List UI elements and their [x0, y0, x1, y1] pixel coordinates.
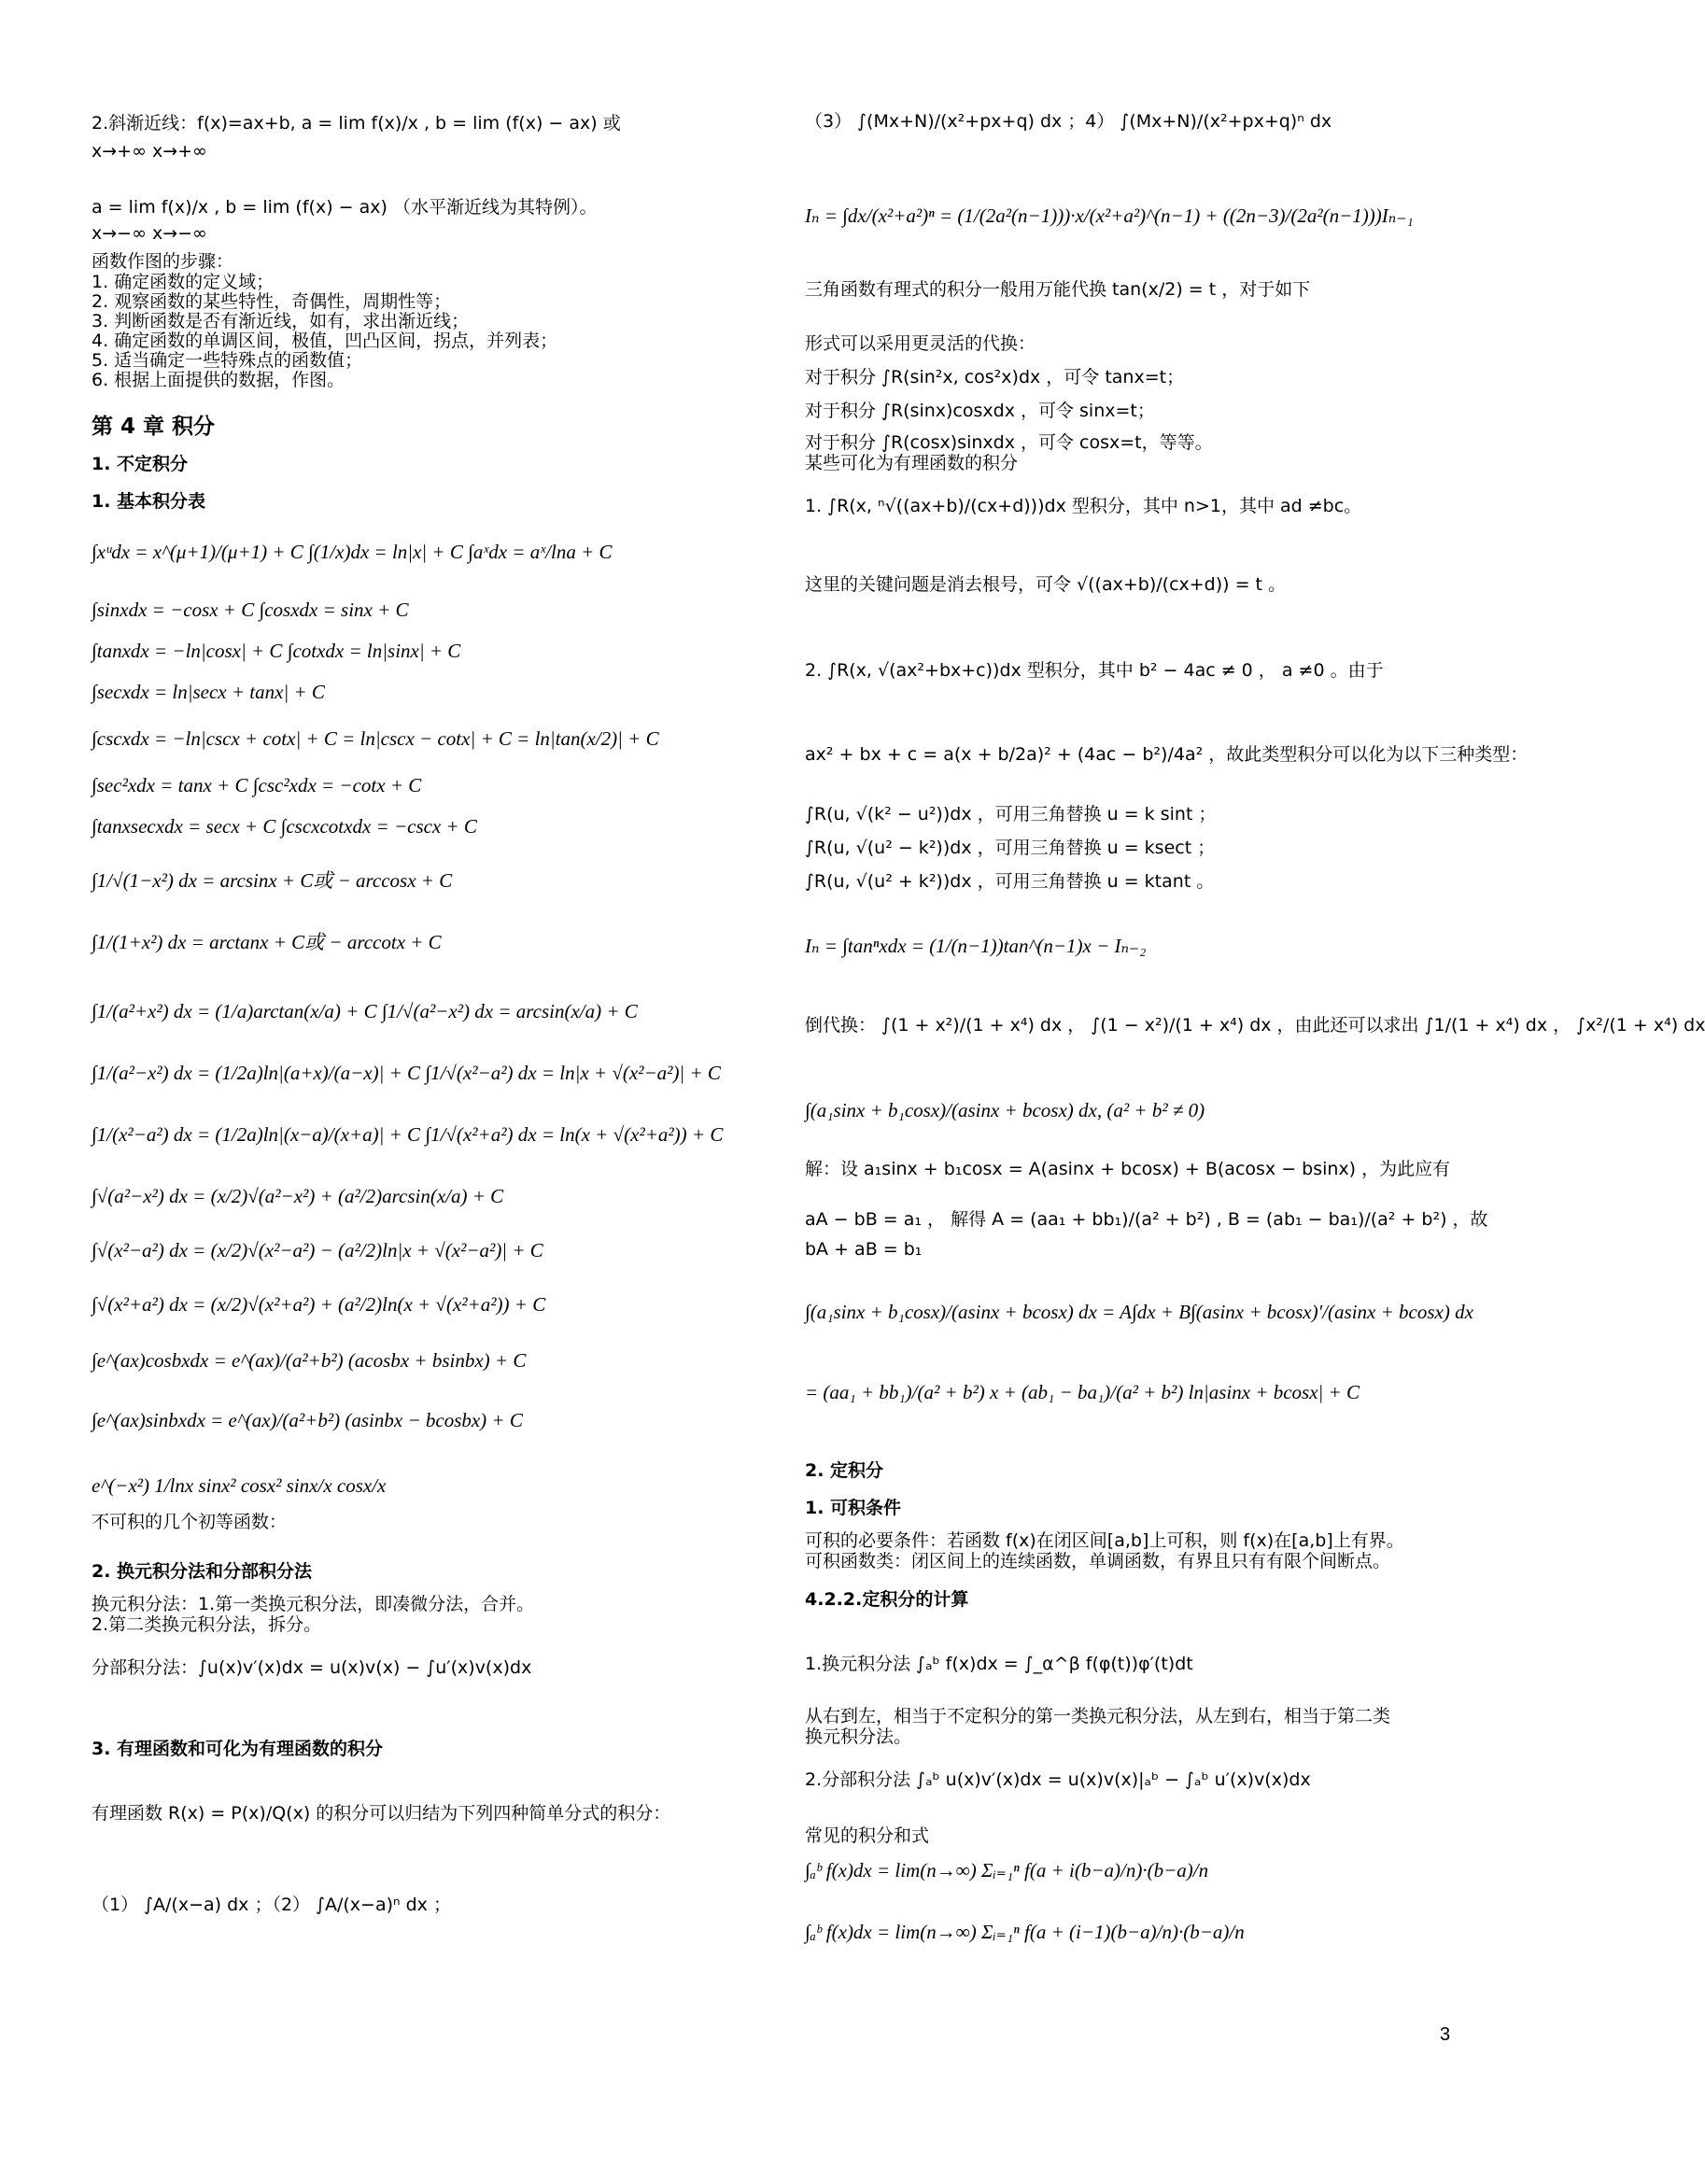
- formula-line: ∫1/(1+x²) dx = arctanx + C或 − arccotx + C: [92, 931, 442, 953]
- text-line: 对于积分 ∫R(cosx)sinxdx ，可令 cosx=t，等等。: [805, 432, 1213, 453]
- section-heading: 4.2.2.定积分的计算: [805, 1589, 969, 1610]
- formula-line: ∫e^(ax)sinbxdx = e^(ax)/(a²+b²) (asinbx − bcosbx) + C: [92, 1409, 523, 1431]
- text-line: bA + aB = b₁: [805, 1239, 923, 1260]
- section-heading: 1. 可积条件: [805, 1498, 902, 1518]
- text-line: ∫R(u, √(k² − u²))dx ，可用三角替换 u = k sint ；: [805, 804, 1217, 824]
- formula-line: Iₙ = ∫tanⁿxdx = (1/(n−1))tan^(n−1)x − Iₙ₋₂: [805, 935, 1147, 957]
- formula-line: ∫tanxsecxdx = secx + C ∫cscxcotxdx = −cscx + C: [92, 815, 477, 838]
- text-line: 三角函数有理式的积分一般用万能代换 tan(x/2) = t ，对于如下: [805, 279, 1311, 300]
- text-line: x→−∞ x→−∞: [92, 223, 207, 244]
- text-line: 这里的关键问题是消去根号，可令 √((ax+b)/(cx+d)) = t 。: [805, 574, 1287, 595]
- text-line: 倒代换： ∫(1 + x²)/(1 + x⁴) dx ， ∫(1 − x²)/(1 + x⁴) dx ，由此还可以求出 ∫1/(1 + x⁴) dx ， ∫x²/(1 + x⁴) dx: [805, 1015, 1705, 1036]
- formula-line: ∫sinxdx = −cosx + C ∫cosxdx = sinx + C: [92, 599, 409, 621]
- text-line: 4. 确定函数的单调区间，极值，凹凸区间，拐点，并列表；: [92, 331, 558, 351]
- chapter-heading: 第 4 章 积分: [92, 415, 216, 439]
- text-line: 1.换元积分法 ∫ₐᵇ f(x)dx = ∫_α^β f(φ(t))φ′(t)dt: [805, 1654, 1193, 1674]
- formula-line: ∫ₐᵇ f(x)dx = lim(n→∞) Σᵢ₌₁ⁿ f(a + i(b−a)/n)·(b−a)/n: [805, 1859, 1209, 1881]
- text-line: 换元积分法。: [805, 1726, 912, 1747]
- text-line: 解：设 a₁sinx + b₁cosx = A(asinx + bcosx) + B(acosx − bsinx) ，为此应有: [805, 1159, 1451, 1179]
- text-line: 形式可以采用更灵活的代换：: [805, 333, 1036, 354]
- formula-line: Iₙ = ∫dx/(x²+a²)ⁿ = (1/(2a²(n−1)))·x/(x²+a²)^(n−1) + ((2n−3)/(2a²(n−1)))Iₙ₋₁: [805, 204, 1414, 227]
- text-line: 对于积分 ∫R(sinx)cosxdx ，可令 sinx=t；: [805, 401, 1155, 421]
- formula-line: ∫sec²xdx = tanx + C ∫csc²xdx = −cotx + C: [92, 774, 422, 796]
- text-line: 2. 观察函数的某些特性，奇偶性，周期性等；: [92, 291, 452, 312]
- formula-line: ∫(a₁sinx + b₁cosx)/(asinx + bcosx) dx = A∫dx + B∫(asinx + bcosx)′/(asinx + bcosx) dx: [805, 1301, 1473, 1323]
- text-line: 2.第二类换元积分法，拆分。: [92, 1614, 322, 1635]
- right-column: [805, 0, 1705, 2184]
- formula-line: ∫1/(x²−a²) dx = (1/2a)ln|(x−a)/(x+a)| + C ∫1/√(x²+a²) dx = ln(x + √(x²+a²)) + C: [92, 1123, 724, 1146]
- formula-line: ∫cscxdx = −ln|cscx + cotx| + C = ln|cscx − cotx| + C = ln|tan(x/2)| + C: [92, 727, 659, 750]
- text-line: ∫R(u, √(u² − k²))dx ，可用三角替换 u = ksect ；: [805, 838, 1216, 858]
- formula-line: ∫(a₁sinx + b₁cosx)/(asinx + bcosx) dx, (a² + b² ≠ 0): [805, 1099, 1205, 1121]
- section-heading: 1. 不定积分: [92, 454, 189, 474]
- formula-line: ∫xᵘdx = x^(μ+1)/(μ+1) + C ∫(1/x)dx = ln|x| + C ∫aˣdx = aˣ/lna + C: [92, 541, 613, 563]
- formula-line: ∫1/√(1−x²) dx = arcsinx + C或 − arccosx + C: [92, 869, 453, 892]
- text-line: 2. ∫R(x, √(ax²+bx+c))dx 型积分，其中 b² − 4ac ≠ 0 ， a ≠0 。由于: [805, 660, 1384, 681]
- page-number: 3: [1440, 2024, 1451, 2045]
- text-line: 分部积分法：∫u(x)v′(x)dx = u(x)v(x) − ∫u′(x)v(x)dx: [92, 1657, 532, 1678]
- text-line: ∫R(u, √(u² + k²))dx ，可用三角替换 u = ktant 。: [805, 871, 1215, 892]
- text-line: 1. ∫R(x, ⁿ√((ax+b)/(cx+d)))dx 型积分，其中 n>1，其中 ad ≠bc。: [805, 496, 1362, 516]
- text-line: x→+∞ x→+∞: [92, 141, 207, 162]
- formula-line: ∫1/(a²+x²) dx = (1/a)arctan(x/a) + C ∫1/√(a²−x²) dx = arcsin(x/a) + C: [92, 1000, 638, 1022]
- text-line: 有理函数 R(x) = P(x)/Q(x) 的积分可以归结为下列四种简单分式的积分：: [92, 1803, 671, 1824]
- text-line: aA − bB = a₁ ， 解得 A = (aa₁ + bb₁)/(a² + b²) , B = (ab₁ − ba₁)/(a² + b²) ，故: [805, 1209, 1488, 1230]
- formula-line: ∫√(x²−a²) dx = (x/2)√(x²−a²) − (a²/2)ln|x + √(x²−a²)| + C: [92, 1239, 543, 1261]
- text-line: 2.斜渐近线：f(x)=ax+b, a = lim f(x)/x , b = lim (f(x) − ax) 或: [92, 113, 621, 134]
- text-line: 1. 确定函数的定义域；: [92, 272, 275, 292]
- text-line: 常见的积分和式: [805, 1825, 930, 1846]
- formula-line: ∫1/(a²−x²) dx = (1/2a)ln|(a+x)/(a−x)| + C ∫1/√(x²−a²) dx = ln|x + √(x²−a²)| + C: [92, 1062, 721, 1084]
- text-line: 可积函数类：闭区间上的连续函数，单调函数，有界且只有有限个间断点。: [805, 1551, 1391, 1571]
- section-heading: 2. 定积分: [805, 1460, 884, 1481]
- section-heading: 2. 换元积分法和分部积分法: [92, 1561, 313, 1582]
- formula-line: ∫secxdx = ln|secx + tanx| + C: [92, 681, 325, 703]
- text-line: （1） ∫A/(x−a) dx ；（2） ∫A/(x−a)ⁿ dx ；: [92, 1895, 451, 1915]
- text-line: a = lim f(x)/x , b = lim (f(x) − ax) （水平渐近线为其特例）。: [92, 197, 598, 218]
- formula-line: = (aa₁ + bb₁)/(a² + b²) x + (ab₁ − ba₁)/(a² + b²) ln|asinx + bcosx| + C: [805, 1381, 1360, 1403]
- formula-line: ∫e^(ax)cosbxdx = e^(ax)/(a²+b²) (acosbx + bsinbx) + C: [92, 1349, 527, 1372]
- section-heading: 1. 基本积分表: [92, 491, 206, 512]
- text-line: （3） ∫(Mx+N)/(x²+px+q) dx ；4） ∫(Mx+N)/(x²+px+q)ⁿ dx: [805, 111, 1332, 132]
- text-line: 6. 根据上面提供的数据，作图。: [92, 370, 345, 390]
- text-line: 2.分部积分法 ∫ₐᵇ u(x)v′(x)dx = u(x)v(x)|ₐᵇ − ∫ₐᵇ u′(x)v(x)dx: [805, 1769, 1311, 1790]
- text-line: 5. 适当确定一些特殊点的函数值；: [92, 350, 363, 371]
- text-line: 某些可化为有理函数的积分: [805, 453, 1019, 473]
- text-line: 换元积分法：1.第一类换元积分法，即凑微分法，合并。: [92, 1594, 535, 1614]
- text-line: 函数作图的步骤：: [92, 251, 234, 272]
- text-line: 对于积分 ∫R(sin²x, cos²x)dx ，可令 tanx=t；: [805, 367, 1185, 387]
- text-line: 不可积的几个初等函数：: [92, 1512, 288, 1532]
- formula-line: ∫tanxdx = −ln|cosx| + C ∫cotxdx = ln|sinx| + C: [92, 640, 461, 662]
- text-line: 可积的必要条件：若函数 f(x)在闭区间[a,b]上可积，则 f(x)在[a,b]上有界。: [805, 1530, 1404, 1551]
- formula-line: ∫√(a²−x²) dx = (x/2)√(a²−x²) + (a²/2)arcsin(x/a) + C: [92, 1185, 504, 1207]
- left-column: [92, 0, 801, 2184]
- formula-line: e^(−x²) 1/lnx sinx² cosx² sinx/x cosx/x: [92, 1474, 387, 1497]
- section-heading: 3. 有理函数和可化为有理函数的积分: [92, 1739, 384, 1759]
- text-line: 从右到左，相当于不定积分的第一类换元积分法，从左到右，相当于第二类: [805, 1706, 1391, 1726]
- text-line: ax² + bx + c = a(x + b/2a)² + (4ac − b²)/4a² ，故此类型积分可以化为以下三种类型：: [805, 744, 1529, 765]
- text-line: 3. 判断函数是否有渐近线，如有，求出渐近线；: [92, 311, 470, 331]
- formula-line: ∫√(x²+a²) dx = (x/2)√(x²+a²) + (a²/2)ln(x + √(x²+a²)) + C: [92, 1293, 546, 1316]
- formula-line: ∫ₐᵇ f(x)dx = lim(n→∞) Σᵢ₌₁ⁿ f(a + (i−1)(b−a)/n)·(b−a)/n: [805, 1921, 1245, 1943]
